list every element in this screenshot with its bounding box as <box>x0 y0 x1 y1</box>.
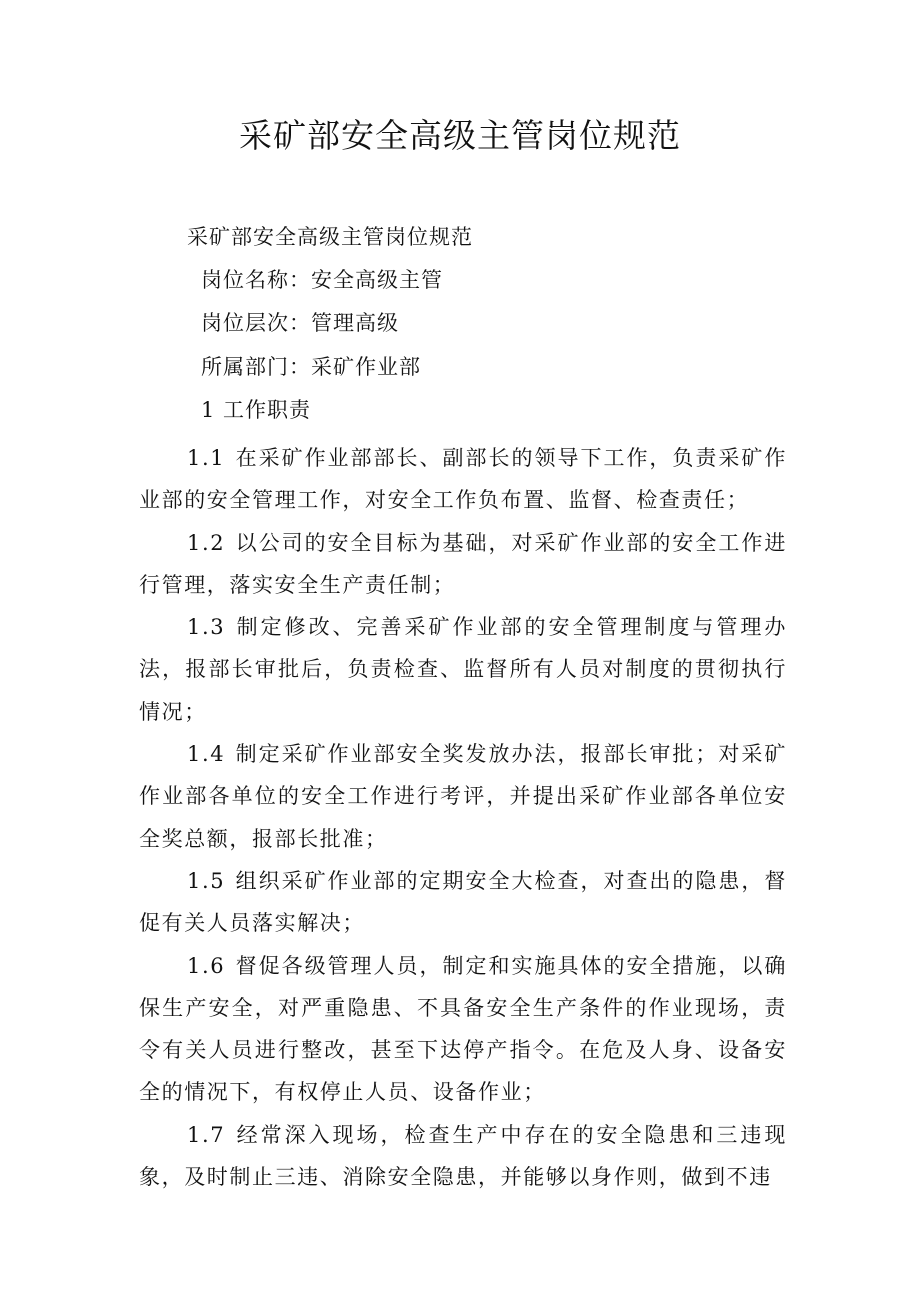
duty-number: 1.1 <box>187 446 226 470</box>
position-level-line: 岗位层次：管理高级 <box>201 311 399 335</box>
duty-paragraph <box>139 945 787 1114</box>
duty-number: 1.5 <box>187 868 226 893</box>
department-line: 所属部门：采矿作业部 <box>201 355 421 379</box>
duty-paragraph <box>139 733 787 860</box>
duty-number: 1.7 <box>187 1122 226 1147</box>
duty-text: 经常深入现场，检查生产中存在的安全隐患和三违现象，及时制止三违、消除安全隐患，并能够以身作则，做到不违 <box>139 1122 787 1190</box>
duty-paragraph <box>139 860 787 945</box>
duty-number: 1.2 <box>187 530 226 555</box>
duty-paragraph <box>139 606 787 733</box>
position-name-line: 岗位名称：安全高级主管 <box>201 268 443 292</box>
subtitle-line: 采矿部安全高级主管岗位规范 <box>187 225 473 249</box>
duty-number: 1.6 <box>187 953 226 978</box>
duty-number: 1.3 <box>187 615 226 640</box>
duty-text: 以公司的安全目标为基础，对采矿作业部的安全工作进行管理，落实安全生产责任制； <box>139 530 787 597</box>
duty-paragraph <box>139 1114 787 1199</box>
document-title: 采矿部安全高级主管岗位规范 <box>239 116 681 155</box>
duty-paragraph <box>139 437 787 522</box>
duty-paragraph <box>139 522 787 607</box>
duty-text: 制定修改、完善采矿作业部的安全管理制度与管理办法，报部长审批后，负责检查、监督所有人员对制度的贯彻执行情况； <box>139 615 787 724</box>
duty-text: 制定采矿作业部安全奖发放办法，报部长审批；对采矿作业部各单位的安全工作进行考评，并提出采矿作业部各单位安全奖总额，报部长批准； <box>139 742 787 851</box>
duty-text: 督促各级管理人员，制定和实施具体的安全措施，以确保生产安全，对严重隐患、不具备安全生产条件的作业现场，责令有关人员进行整改，甚至下达停产指令。在危及人身、设备安全的情况下，有权停止人员、设备作业； <box>139 953 787 1105</box>
duty-number: 1.4 <box>187 742 226 767</box>
duty-text: 在采矿作业部部长、副部长的领导下工作，负责采矿作业部的安全管理工作，对安全工作负布置、监督、检查责任； <box>139 446 787 513</box>
section-heading: 1 工作职责 <box>201 398 312 422</box>
duty-text: 组织采矿作业部的定期安全大检查，对查出的隐患，督促有关人员落实解决； <box>139 868 787 936</box>
duties-list <box>139 437 787 1198</box>
